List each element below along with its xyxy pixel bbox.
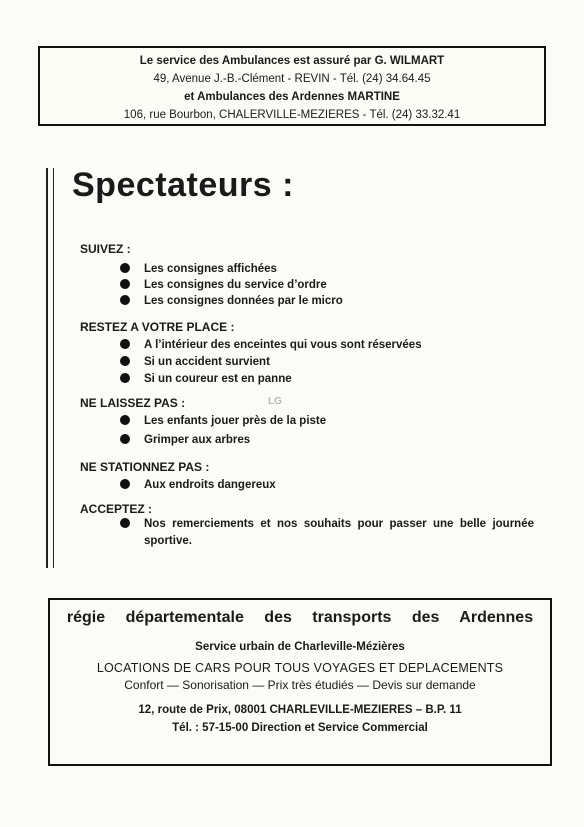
ambulance-line-4: 106, rue Bourbon, CHALERVILLE-MEZIERES - Tél. (24) 33.32.41 [123,109,461,121]
regie-line-1: LOCATIONS DE CARS POUR TOUS VOYAGES ET DEPLACEMENTS [96,661,504,675]
list-item: Si un accident survient [120,356,270,368]
ambulance-box [38,46,546,126]
bullet-icon [120,479,130,489]
regie-box [48,598,552,766]
bullet-icon [120,373,130,383]
bullet-icon [120,279,130,289]
list-item: Si un coureur est en panne [120,373,292,385]
bullet-icon [120,339,130,349]
list-item: Les consignes affichées [120,263,277,275]
regie-line-2: Confort — Sonorisation — Prix très étudiés — Devis sur demande [124,678,476,692]
section-heading-acceptez: ACCEPTEZ : [80,502,152,516]
section-heading-restez: RESTEZ A VOTRE PLACE : [80,320,235,334]
regie-address: 12, route de Prix, 08001 CHARLEVILLE-MEZIERES – B.P. 11 [138,704,462,716]
ambulance-line-1: Le service des Ambulances est assuré par G. WILMART [139,55,445,67]
ambulance-line-3: et Ambulances des Ardennes MARTINE [184,91,400,103]
decorative-vertical-rule [46,168,54,568]
watermark-logo: LG [268,396,282,407]
list-item: A l’intérieur des enceintes qui vous sont réservées [120,339,422,351]
bullet-icon [120,415,130,425]
bullet-icon [120,356,130,366]
list-item: Grimper aux arbres [120,434,250,446]
page-title: Spectateurs : [72,166,294,204]
regie-subtitle: Service urbain de Charleville-Mézières [195,641,405,653]
bullet-icon [120,434,130,444]
bullet-icon [120,295,130,305]
list-item: Nos remerciements et nos souhaits pour passer une belle journée sportive. [120,516,540,550]
bullet-icon [120,518,130,528]
list-item: Les consignes données par le micro [120,295,343,307]
ambulance-line-2: 49, Avenue J.-B.-Clément - REVIN - Tél. (24) 34.64.45 [153,73,431,85]
regie-phone: Tél. : 57-15-00 Direction et Service Commercial [172,722,428,734]
bullet-icon [120,263,130,273]
list-item: Aux endroits dangereux [120,479,276,491]
regie-heading: régie départementale des transports des Ardennes [66,609,534,626]
section-heading-suivez: SUIVEZ : [80,242,131,256]
section-heading-ne-laissez-pas: NE LAISSEZ PAS : [80,396,186,410]
list-item: Les enfants jouer près de la piste [120,415,326,427]
list-item: Les consignes du service d’ordre [120,279,327,291]
section-heading-ne-stationnez-pas: NE STATIONNEZ PAS : [80,460,210,474]
